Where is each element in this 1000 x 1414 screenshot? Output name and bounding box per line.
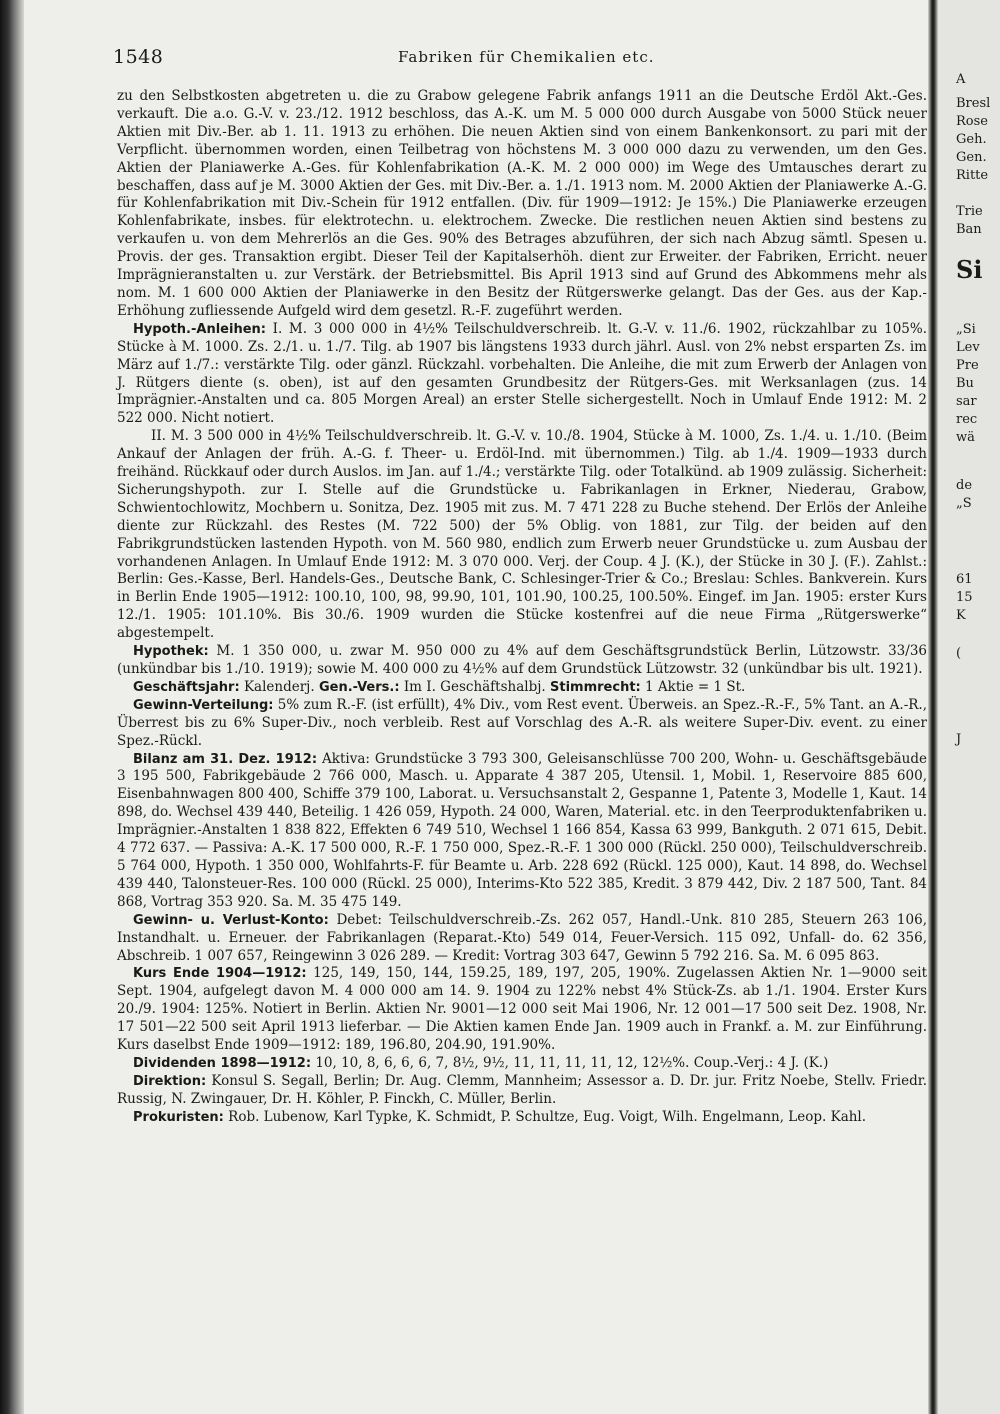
adjacent-fragment: A (956, 72, 966, 87)
section-keyword: Stimmrecht: (550, 679, 641, 695)
paragraph-text: II. M. 3 500 000 in 4½% Teilschuldverschreib. lt. G.-V. v. 10./8. 1904, Stücke à M. 1000, Zs. 1./4. u. 1./10. (Beim Ankauf der Anlagen der früh. A.-G. f. Theer- u. Erdöl-Ind. mit übernommen.) Tilg. ab 1./4. 1909—1933 durch freihänd. Rückkauf oder durch Auslos. im Jan. auf 1./4.; verstärkte Tilg. oder Totalkünd. ab 1909 zulässig. Sicherheit: Sicherungshypoth. zur I. Stelle auf die Grundstücke u. Fabrikanlagen in Erkner, Niederau, Grabow, Schwientochlowitz, Mochbern u. Sonitza, Dez. 1905 mit zus. M. 7 471 228 zu Buche stehend. Der Erlös der Anleihe diente zur Rückzahl. des Restes (M. 722 500) der 5% Oblig. von 1881, zur Tilg. der beiden auf den Fabrikgrundstücken lastenden Hypoth. von M. 560 980, endlich zum Erwerb neuer Grundstücke u. zum Ausbau der vorhandenen Anlagen. In Umlauf Ende 1912: M. 3 070 000. Verj. der Coup. 4 J. (K.), der Stücke in 30 J. (F.). Zahlst.: Berlin: Ges.-Kasse, Berl. Handels-Ges., Deutsche Bank, C. Schlesinger-Trier & Co.; Breslau: Schles. Bankverein. Kurs in Berlin Ende 1905—1912: 100.10, 100, 98, 99.90, 101, 101.90, 100.25, 100.50%. Eingef. im Jan. 1905: erster Kurs 12./1. 1905: 101.10%. Bis 30./6. 1909 wurden die Stücke kostenfrei auf die neue Firma „Rütgerswerke“ abgestempelt. (117, 428, 927, 642)
dividenden-paragraph (117, 1055, 927, 1073)
paragraph-text: Aktiva: Grundstücke 3 793 300, Geleisanschlüsse 700 200, Wohn- u. Geschäftsgebäude 3 195 500, Fabrikgebäude 2 766 000, Masch. u. Apparate 4 387 205, Utensil. 1, Mobil. 1, Reservoire 885 600, Eisenbahnwagen 800 400, Schiffe 379 100, Laborat. u. Versuchsanstalt 2, Gespanne 1, Patente 3, Modelle 1, Kaut. 14 898, do. Wechsel 439 440, Beteilig. 1 426 059, Hypoth. 24 000, Waren, Material. etc. in den Teerproduktenfabriken u. Imprägnier.-Anstalten 1 838 822, Effekten 6 749 510, Wechsel 1 166 854, Kassa 63 999, Bankguth. 2 071 615, Debit. 4 772 637. — Passiva: A.-K. 17 500 000, R.-F. 1 750 000, Spez.-R.-F. 1 300 000 (Rückl. 250 000), Teilschuldverschreib. 5 764 000, Hypoth. 1 350 000, Wohlfahrts-F. für Beamte u. Arb. 228 692 (Rückl. 125 000), Kaut. 14 898, do. Wechsel 439 440, Talonsteuer-Res. 100 000 (Rückl. 25 000), Interims-Kto 522 385, Kredit. 3 879 442, Div. 2 187 500, Tant. 84 868, Vortrag 353 920. Sa. M. 35 475 149. (117, 750, 927, 910)
paragraph-text: Im I. Geschäftshalbj. (399, 678, 551, 695)
adjacent-fragment: 61 (956, 572, 973, 587)
adjacent-fragment: „S (956, 496, 972, 511)
adjacent-fragment: Ban (956, 222, 982, 237)
adjacent-fragment: Bu (956, 376, 974, 391)
anleihe-ii-paragraph (117, 428, 927, 643)
article-body (117, 88, 927, 1127)
adjacent-fragment: Gen. (956, 150, 987, 165)
adjacent-fragment: Trie (956, 204, 983, 219)
paragraph-text: Debet: Teilschuldverschreib.-Zs. 262 057, Handl.-Unk. 810 285, Steuern 263 106, Instandhalt. u. Erneuer. der Fabrikanlagen (Reparat.-Kto) 549 014, Feuer-Versich. 115 092, Unfall- do. 62 356, Abschreib. 1 007 657, Reingewinn 3 026 289. — Kredit: Vortrag 303 647, Gewinn 5 792 216. Sa. M. 6 095 863. (117, 911, 927, 964)
intro-paragraph (117, 88, 927, 321)
page-gutter (928, 0, 938, 1414)
section-keyword: Gewinn-Verteilung: (133, 697, 274, 713)
paragraph-text: I. M. 3 000 000 in 4½% Teilschuldverschreib. lt. G.-V. v. 11./6. 1902, rückzahlbar zu 105%. Stücke à M. 1000. Zs. 2./1. u. 1./7. Tilg. ab 1907 bis längstens 1933 durch jährl. Ausl. von 2% nebst ersparten Zs. im März auf 1./7.: verstärkte Tilg. oder gänzl. Rückzahl. vorbehalten. Die Anleihe, die mit zum Erwerb der Anlagen von J. Rütgers diente (s. oben), ist auf den gesamten Grundbesitz der Rütgers-Ges. mit Werksanlagen (zus. 14 Imprägnier.-Anstalten und ca. 805 Morgen Areal) an erster Stelle sichergestellt. Noch in Umlauf Ende 1912: M. 2 522 000. Nicht notiert. (117, 320, 927, 427)
gewinn-verlust-paragraph (117, 912, 927, 966)
section-keyword: Dividenden 1898—1912: (133, 1055, 312, 1071)
kurs-paragraph (117, 965, 927, 1055)
adjacent-fragment: K (956, 608, 966, 623)
geschaeftsjahr-paragraph (117, 679, 927, 697)
paragraph-text: 1 Aktie = 1 St. (640, 678, 746, 695)
paragraph-text: 10, 10, 8, 6, 6, 6, 7, 8½, 9½, 11, 11, 11, 11, 12, 12½%. Coup.-Verj.: 4 J. (K.) (311, 1054, 829, 1071)
bilanz-paragraph (117, 751, 927, 912)
adjacent-fragment: Pre (956, 358, 979, 373)
direktion-paragraph (117, 1073, 927, 1109)
paragraph-text: Rob. Lubenow, Karl Typke, K. Schmidt, P. Schultze, Eug. Voigt, Wilh. Engelmann, Leop. Kahl. (223, 1108, 867, 1125)
section-keyword: Geschäftsjahr: (133, 679, 240, 695)
paragraph-text: zu den Selbstkosten abgetreten u. die zu Grabow gelegene Fabrik anfangs 1911 an die Deutsche Erdöl Akt.-Ges. verkauft. Die a.o. G.-V. v. 23./12. 1912 beschloss, das A.-K. um M. 5 000 000 durch Ausgabe von 5000 Stück neuer Aktien mit Div.-Ber. ab 1. 11. 1913 zu erhöhen. Die neuen Aktien sind von einem Bankenkonsort. zu pari mit der Verpflicht. übernommen worden, einen Teilbetrag von höchstens M. 3 000 000 dazu zu verwenden, um den Ges. Aktien der Planiawerke A.-Ges. für Kohlenfabrikation (A.-K. M. 2 000 000) im Wege des Umtausches derart zu beschaffen, dass auf je M. 3000 Aktien der Ges. mit Div.-Ber. a. 1./1. 1913 nom. M. 2000 Aktien der Planiawerke A.-G. für Kohlenfabrikation mit Div.-Schein für 1912 entfallen. (Div. für 1909—1912: Je 15%.) Die Planiawerke erzeugen Kohlenfabrikate, insbes. für elektrotechn. u. elektrochem. Zwecke. Die restlichen neuen Aktien sind bestens zu verkaufen u. von dem Mehrerlös an die Ges. 90% des Betrages abzuführen, der sich nach Abzug sämtl. Spesen u. Provis. der ges. Transaktion ergibt. Dieser Teil der Kapitalserhöh. dient zur Erweiter. der Fabriken, Erricht. neuer Imprägnieranstalten u. zur Verstärk. der Betriebsmittel. Bis April 1913 sind auf Grund des Abkommens mehr als nom. M. 1 600 000 Aktien der Planiawerke in den Besitz der Rütgerswerke gelangt. Das der Ges. aus der Kap.-Erhöhung zufliessende Aufgeld wird dem gesetzl. R.-F. zugeführt werden. (117, 88, 927, 319)
adjacent-fragment: rec (956, 412, 978, 427)
section-keyword: Hypoth.-Anleihen: (133, 321, 266, 337)
section-keyword: Gewinn- u. Verlust-Konto: (133, 912, 329, 928)
section-keyword: Prokuristen: (133, 1109, 224, 1125)
section-keyword: Direktion: (133, 1073, 207, 1089)
paragraph-text: 5% zum R.-F. (ist erfüllt), 4% Div., vom Rest event. Überweis. an Spez.-R.-F., 5% Tant. an A.-R., Überrest bis zu 6% Super-Div., noch verbleib. Rest auf Vorschlag des A.-R. als weitere Super-Div. event. zu einer Spez.-Rückl. (117, 696, 927, 749)
section-keyword: Kurs Ende 1904—1912: (133, 966, 307, 982)
prokuristen-paragraph (117, 1109, 927, 1127)
adjacent-fragment: de (956, 478, 973, 493)
page-number: 1548 (113, 46, 164, 68)
adjacent-fragment: Geh. (956, 132, 987, 147)
adjacent-fragment: J (956, 732, 962, 747)
adjacent-fragment: „Si (956, 322, 976, 337)
gewinnverteilung-paragraph (117, 697, 927, 751)
adjacent-fragment: Ritte (956, 168, 989, 183)
paragraph-text: Konsul S. Segall, Berlin; Dr. Aug. Clemm, Mannheim; Assessor a. D. Dr. jur. Fritz Noebe, Stellv. Friedr. Russig, N. Zwingauer, Dr. H. Köhler, P. Finckh, C. Müller, Berlin. (117, 1072, 927, 1107)
hypothek-paragraph (117, 643, 927, 679)
section-keyword: Hypothek: (133, 644, 209, 660)
binding-shadow (0, 0, 24, 1414)
adjacent-fragment: wä (956, 430, 975, 445)
adjacent-fragment: Bresl (956, 96, 991, 111)
adjacent-fragment: sar (956, 394, 977, 409)
section-keyword: Bilanz am 31. Dez. 1912: (133, 751, 318, 767)
paragraph-text: Kalenderj. (239, 678, 319, 695)
paragraph-text: M. 1 350 000, u. zwar M. 950 000 zu 4% auf dem Geschäftsgrundstück Berlin, Lützowstr. 33/36 (unkündbar bis 1./10. 1919); sowie M. 400 000 zu 4½% auf dem Grundstück Lützowstr. 32 (unkündbar bis ult. 1921). (117, 643, 927, 677)
section-keyword: Gen.-Vers.: (318, 679, 400, 695)
anleihen-paragraph (117, 321, 927, 428)
paragraph-text: 125, 149, 150, 144, 159.25, 189, 197, 205, 190%. Zugelassen Aktien Nr. 1—9000 seit Sept. 1904, aufgelegt davon M. 4 000 000 am 14. 9. 1904 zu 122% nebst 4% Stück-Zs. ab 1./1. 1904. Erster Kurs 20./9. 1904: 125%. Notiert in Berlin. Aktien Nr. 9001—12 000 seit Mai 1906, Nr. 12 001—17 500 seit Dez. 1908, Nr. 17 501—22 500 seit April 1913 lieferbar. — Die Aktien kamen Ende Jan. 1909 auch in Frankf. a. M. zur Einführung. Kurs daselbst Ende 1909—1912: 189, 196.80, 204.90, 191.90%. (117, 965, 927, 1054)
adjacent-fragment: ( (956, 646, 962, 661)
adjacent-fragment: Si (956, 255, 983, 284)
adjacent-fragment: Lev (956, 340, 980, 355)
adjacent-fragment: 15 (956, 590, 973, 605)
running-head: Fabriken für Chemikalien etc. (398, 48, 655, 66)
adjacent-fragment: Rose (956, 114, 988, 129)
adjacent-page-strip (938, 0, 1000, 1414)
